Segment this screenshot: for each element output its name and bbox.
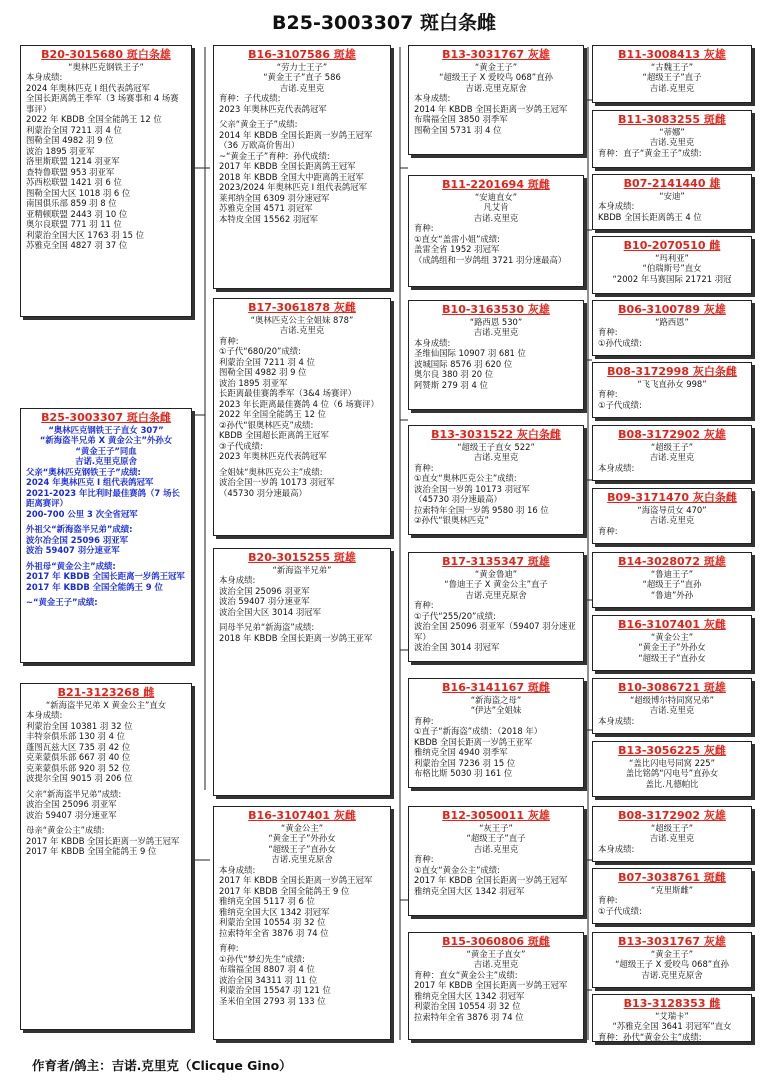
pigeon-card [20, 683, 192, 1030]
result-line: 2014 年 KBDB 全国长距离一岁鸽王冠军 [219, 129, 373, 140]
result-line: ①直女“黄金公主”成绩: [414, 864, 501, 875]
result-line: 圣米伯全国 2793 羽 133 位 [219, 995, 326, 1006]
pigeon-card [592, 741, 752, 797]
pigeon-card [592, 425, 752, 481]
result-line: 莱邦纳全国 6309 羽分速冠军 [219, 192, 330, 203]
result-line: 图勒全国 4982 羽 9 位 [219, 367, 307, 378]
pigeon-name-line: “黄金王子”外孙女 [268, 833, 336, 844]
pigeon-name-line: “鲁迪王子” [650, 568, 694, 579]
result-line: 2023/2024 年奥林匹克 I 组代表鸽冠军 [219, 182, 368, 193]
pigeon-name-line: “古魏王子” [650, 61, 694, 72]
pigeon-ring-number: B12-3050011 灰雄 [442, 809, 550, 822]
pigeon-name-line: “超级王子”直孙 [642, 579, 702, 590]
result-line: 育种: [219, 335, 239, 346]
pigeon-name-line: “克里斯雌” [650, 884, 694, 895]
result-line: 雅纳克全国大区 1342 羽冠军 [219, 906, 330, 917]
result-line: 奥尔良 380 羽 20 位 [414, 369, 494, 380]
result-line: （成鸽组和一岁鸽组 3721 羽分速最高） [414, 254, 567, 265]
pigeon-name-line: “超级王子”直孙女 [638, 652, 706, 663]
result-line: 本身成绩: [414, 93, 451, 104]
pigeon-name-line: “黄金王子”同血 [75, 445, 137, 456]
result-line: 阿赞斯 279 羽 4 位 [414, 379, 488, 390]
result-line: 育种: [598, 895, 618, 906]
pigeon-name-line: “奥林匹克钢铁王子直女 307” [48, 424, 164, 435]
pigeon-name-line: “超级王子” [650, 822, 694, 833]
result-line: 2017 年 KBDB 全国全能鸽王 9 位 [26, 846, 157, 857]
pigeon-name-line: “新海盗之母” [470, 694, 522, 705]
pigeon-name-line: “新海盗半兄弟 X 黄金公主”外孙女 [39, 435, 173, 446]
result-line: 波治全国 34311 羽 11 位 [219, 974, 318, 985]
pigeon-name-line: “安迪” [659, 190, 685, 201]
pigeon-card [592, 236, 752, 294]
result-line: 长距离最佳赛鸽季军（3&4 场赛评） [219, 388, 357, 399]
pigeon-name-line: 吉诺.克里克 [473, 212, 519, 223]
pigeon-card [592, 678, 752, 734]
result-line: 育种: [219, 943, 239, 954]
result-line: 布瑞福全国 8807 羽 4 位 [219, 964, 315, 975]
pigeon-name-line: 吉诺.克里克 [473, 327, 519, 338]
pigeon-name-line: “海盗导员女 470” [637, 504, 707, 515]
result-line: ~“黄金王子”成绩: [26, 597, 98, 608]
result-line: 波治 59407 羽分速亚军 [26, 809, 117, 820]
pigeon-name-line: 吉诺.克里克原舍 [75, 456, 137, 467]
result-line: 外祖父“新海盗半兄弟”成绩: [26, 524, 133, 535]
pigeon-name-line: 吉诺.克里克 [279, 325, 325, 336]
result-line: ①直子“新海盗”成绩：（2018 年） [414, 726, 543, 737]
pigeon-ring-number: B25-3003307 斑白条雌 [41, 411, 171, 424]
result-line: 雅纳克全国 4940 羽季军 [414, 747, 508, 758]
result-line: 利蒙治全国 10381 羽 32 位 [26, 720, 133, 731]
result-line: 本特皮全国 15562 羽冠军 [219, 213, 318, 224]
result-line: 2018 年 KBDB 全国大中距离鸽王冠军 [219, 171, 364, 182]
result-line: 育种: [414, 715, 434, 726]
result-line: 2017 年 KBDB 全国全能鸽王 9 位 [219, 885, 350, 896]
pigeon-name-line: 凡艾肯 [483, 202, 509, 213]
result-line: 克莱蒙俱乐部 920 羽 52 位 [26, 762, 131, 773]
pigeon-card [592, 300, 752, 356]
result-line: 本身成绩: [414, 337, 451, 348]
pigeon-name-line: “黄金公主” [650, 631, 694, 642]
pigeon-name-line: “超级王子 X 爱咬鸟 068”直孙 [439, 72, 553, 83]
result-line: 2022 年全国全能鸽王 12 位 [219, 409, 326, 420]
result-line: 波城国际 8576 羽 620 位 [414, 358, 513, 369]
pigeon-ring-number: B08-3172998 灰白条雌 [607, 365, 737, 378]
pigeon-name-line: 盖比.凡德帕比 [645, 778, 699, 789]
result-line: 丰特奈俱乐部 130 羽 4 位 [26, 731, 125, 742]
pigeon-name-line: 吉诺.克里克 [279, 82, 325, 93]
pigeon-ring-number: B08-3172902 灰雄 [618, 428, 726, 441]
pigeon-name-line: “路西恩” [655, 316, 689, 327]
result-line: 2017 年 KBDB 全国长距离一岁鸽王冠军 [414, 875, 568, 886]
pigeon-name-line: 吉诺.克里克 [649, 833, 695, 844]
result-line: ②孙代“银奥林匹克”成绩: [219, 419, 314, 430]
result-line: 波治 1895 羽亚军 [219, 377, 288, 388]
pigeon-ring-number: B10-3163530 灰雄 [442, 303, 550, 316]
pigeon-ring-number: B07-3038761 斑雌 [618, 871, 726, 884]
result-line: 圣维仙国际 10907 羽 681 位 [414, 348, 526, 359]
pigeon-ring-number: B16-3107401 灰雌 [618, 618, 726, 631]
pigeon-name-line: 吉诺.克里克 [473, 843, 519, 854]
pigeon-card [408, 932, 584, 1040]
result-line: 奥尔良联盟 771 羽 11 位 [26, 219, 122, 230]
result-line: 2017 年 KBDB 全国长距离一岁鸽王冠军 [26, 571, 185, 582]
result-line: 图勒全国大区 1018 羽 6 位 [26, 187, 131, 198]
pigeon-card [592, 615, 752, 671]
result-line: 利蒙治全国 15547 羽 121 位 [219, 985, 331, 996]
result-line: 波治全国一岁鸽 10173 羽冠军 [414, 483, 530, 494]
result-line: 图勒全国 4982 羽 9 位 [26, 135, 114, 146]
result-line: ①孙代“梦幻先生”成绩: [219, 953, 306, 964]
pigeon-ring-number: B13-3031767 灰雄 [442, 48, 550, 61]
result-line: 本身成绩: [26, 72, 63, 83]
result-line: 全国长距离鸽王季军（3 场赛事和 4 场赛事评） [26, 93, 179, 114]
result-line: 育种：子代成绩: [219, 93, 281, 104]
result-line: 利蒙治全国 10554 羽 32 位 [219, 917, 326, 928]
result-line: 查特鲁联盟 953 羽亚军 [26, 166, 115, 177]
pigeon-ring-number: B06-3100789 灰雄 [618, 303, 726, 316]
result-line: ①子代“255/20”成绩: [414, 610, 496, 621]
breeder-footer: 作育者/鸽主：吉诺.克里克（Clicque Gino） [32, 1058, 292, 1073]
result-line: ①直女“盖雷小姐”成绩: [414, 233, 501, 244]
result-line: 亚精顿联盟 2443 羽 10 位 [26, 208, 128, 219]
result-line: 雅纳克全国大区 1342 羽冠军 [414, 885, 525, 896]
pigeon-ring-number: B20-3015680 斑白条雄 [41, 48, 171, 61]
pigeon-name-line: “玛利亚” [655, 252, 689, 263]
pigeon-card [408, 175, 584, 287]
result-line: 父亲“黄金王子”成绩: [219, 119, 298, 130]
pigeon-card [408, 806, 584, 916]
pigeon-ring-number: B16-3107586 斑雄 [248, 48, 356, 61]
result-line: ②孙代“银奥林匹克” [414, 515, 489, 526]
result-line: 本身成绩: [219, 575, 256, 586]
pigeon-name-line: “黄金王子”直子 586 [263, 72, 341, 83]
result-line: 蓬图瓦兹大区 735 羽 42 位 [26, 741, 131, 752]
pigeon-name-line: “超级王子”直子 [642, 72, 702, 83]
result-line: ①子代成绩: [598, 905, 642, 916]
pigeon-ring-number: B13-3031522 灰白条雌 [431, 428, 561, 441]
result-line: 本身成绩: [598, 462, 635, 473]
result-line: 苏雅克全国 4571 羽冠军 [219, 203, 313, 214]
result-line: 苏雅克全国 4827 羽 37 位 [26, 240, 128, 251]
result-line: 波提尔全国 9015 羽 206 位 [26, 773, 133, 784]
pigeon-card [592, 932, 752, 988]
result-line: 波尔冶全国 25096 羽亚军 [26, 534, 128, 545]
pigeon-ring-number: B11-2201694 斑雌 [442, 178, 550, 191]
result-line: ①子代“680/20”成绩: [219, 346, 301, 357]
result-line: 波治全国大区 3014 羽冠军 [219, 606, 322, 617]
pigeon-ring-number: B11-3008413 灰雄 [618, 48, 726, 61]
pigeon-name-line: “鲁迪王子 X 黄金公主”直子 [444, 579, 548, 590]
pigeon-card [408, 300, 584, 410]
result-line: 2023 年长距离最佳赛鸽 4 位（6 场赛评） [219, 398, 379, 409]
pigeon-ring-number: B20-3015255 斑雄 [248, 551, 356, 564]
pigeon-card [20, 45, 192, 317]
result-line: 育种: [598, 389, 618, 400]
pigeon-name-line: “超级王子 X 爱咬鸟 068”直孙 [615, 959, 729, 970]
pigeon-name-line: 盖比铭鸽“闪电号”直孙女 [625, 768, 719, 779]
pigeon-name-line: “2002 年马赛国际 21721 羽冠 [612, 273, 732, 284]
pigeon-card [592, 994, 752, 1042]
pigeon-name-line: “黄金王子” [474, 61, 518, 72]
result-line: 父亲“奥林匹克钢铁王子”成绩: [26, 466, 141, 477]
result-line: 2024 年奥林匹克 I 组代表鸽冠军 [26, 82, 150, 93]
result-line: 2024 年奥林匹克 I 组代表鸽冠军 [26, 477, 154, 488]
pigeon-card [408, 45, 584, 155]
result-line: 波治 1895 羽亚军 [26, 145, 95, 156]
result-line: （45730 羽分速最高） [219, 487, 307, 498]
pigeon-ring-number: B17-3135347 斑雄 [442, 555, 550, 568]
result-line: 母亲“黄金公主”成绩: [26, 825, 105, 836]
pigeon-card [20, 408, 192, 663]
pigeon-name-line: “黄金王子” [650, 948, 694, 959]
result-line: 拉索特年全国一岁鸽 9580 羽 16 位 [414, 504, 549, 515]
result-line: 雅纳克全国 5117 羽 6 位 [219, 896, 315, 907]
result-line: 本身成绩: [598, 843, 635, 854]
result-line: 利蒙治全国大区 1763 羽 15 位 [26, 229, 144, 240]
pigeon-name-line: 吉诺.克里克 [649, 137, 695, 148]
pigeon-name-line: 吉诺.克里克原舍 [641, 969, 703, 980]
result-line: 本身成绩: [26, 710, 63, 721]
result-line: 2021-2023 年比利时最佳赛鸽（7 场长距离赛评） [26, 487, 180, 509]
result-line: 图勒全国 5731 羽 4 位 [414, 124, 502, 135]
result-line: KBDB 全国长距离一岁鸽王亚军 [414, 736, 533, 747]
result-line: 全姐妹“奥林匹克公主”成绩: [219, 466, 323, 477]
pigeon-name-line: “鲁迪”外孙 [650, 589, 694, 600]
pigeon-card [408, 678, 584, 788]
pigeon-card [592, 174, 752, 230]
result-line: KBDB 全国长距离鸽王 4 位 [598, 211, 702, 222]
pigeon-name-line: 吉诺.克里克 [473, 452, 519, 463]
result-line: 克莱蒙俱乐部 667 羽 40 位 [26, 752, 131, 763]
result-line: 波治 59407 羽分速亚军 [219, 596, 310, 607]
result-line: 波治全国 3014 羽冠军 [414, 642, 500, 653]
pigeon-name-line: 吉诺.克里克 [649, 705, 695, 716]
result-line: ③子代成绩: [219, 440, 263, 451]
pigeon-ring-number: B07-2141440 雄 [623, 177, 721, 190]
result-line: 育种：孙代“黄金公主”成绩: [598, 1031, 702, 1042]
pigeon-name-line: “伯瑞斯号”直女 [642, 263, 702, 274]
pigeon-card [213, 548, 391, 796]
pigeon-name-line: “黄金王子”外孙女 [638, 642, 706, 653]
result-line: 2017 年 KBDB 全国长距离一岁鸽王冠军 [219, 875, 373, 886]
pigeon-name-line: “路西恩 530” [469, 316, 523, 327]
result-line: 育种: [598, 525, 618, 536]
pigeon-ring-number: B09-3171470 灰白条雌 [607, 491, 737, 504]
result-line: 育种: [414, 854, 434, 865]
pigeon-name-line: “超级博尔特同窝兄弟” [629, 694, 715, 705]
pigeon-name-line: “超级王子直女 522” [457, 441, 535, 452]
pigeon-card [592, 806, 752, 862]
pigeon-name-line: “奥林匹克钢铁王子” [68, 61, 144, 72]
result-line: 利蒙治全国 7211 羽 4 位 [219, 356, 315, 367]
pigeon-name-line: “盖比闪电号同窝 225” [629, 757, 715, 768]
pigeon-ring-number: B16-3107401 灰雌 [248, 809, 356, 822]
pigeon-name-line: “蒂娜” [659, 126, 685, 137]
result-line: 2023 年奥林匹克代表鸽冠军 [219, 103, 327, 114]
result-line: 2022 年 KBDB 全国全能鸽王 12 位 [26, 114, 162, 125]
pigeon-card [408, 425, 584, 535]
pigeon-card [592, 45, 752, 103]
pigeon-name-line: “艾瑞卡” [655, 1010, 689, 1021]
result-line: 2017 年 KBDB 全国长距离一岁鸽王冠军 [414, 980, 568, 991]
result-line: 南国俱乐部 859 羽 8 位 [26, 198, 117, 209]
pigeon-card [592, 552, 752, 608]
result-line: 200-700 公里 3 次全省冠军 [26, 508, 138, 519]
pigeon-name-line: “灰王子” [479, 822, 513, 833]
result-line: 本身成绩: [219, 864, 256, 875]
pigeon-name-line: 吉诺.克里克原舍 [465, 82, 527, 93]
pigeon-name-line: “超级王子”直孙女 [268, 843, 336, 854]
result-line: 2014 年 KBDB 全国长距离一岁鸽王冠军 [414, 103, 568, 114]
pigeon-name-line: 吉诺.克里克 [649, 82, 695, 93]
pigeon-card [592, 362, 752, 418]
result-line: 育种: [414, 223, 434, 234]
pigeon-card [213, 45, 391, 289]
pigeon-ring-number: B11-3083255 斑雌 [618, 113, 726, 126]
pigeon-name-line: “苏雅克全国 3641 羽冠军”直女 [612, 1021, 732, 1032]
pigeon-ring-number: B13-3056225 灰雌 [618, 744, 726, 757]
pigeon-ring-number: B10-3086721 斑雄 [618, 681, 726, 694]
result-line: 育种: [414, 462, 434, 473]
result-line: 苏西松联盟 1421 羽 6 位 [26, 177, 122, 188]
pigeon-name-line: “超级王子”直子 [466, 833, 526, 844]
result-line: 利蒙治全国 7211 羽 4 位 [26, 124, 122, 135]
result-line: ①子代成绩: [598, 399, 642, 410]
pigeon-card [408, 552, 584, 662]
result-line: 2017 年 KBDB 全国长距离一岁鸽王冠军 [26, 835, 180, 846]
result-line: 本身成绩: [598, 715, 635, 726]
pigeon-card [213, 298, 391, 536]
result-line: 利蒙治全国 7236 羽 15 位 [414, 757, 516, 768]
pigeon-card [592, 868, 752, 924]
pigeon-ring-number: B16-3141167 斑雌 [442, 681, 550, 694]
pigeon-name-line: “黄金公主” [280, 822, 324, 833]
result-line: 外祖母“黄金公主”成绩: [26, 560, 116, 571]
pigeon-name-line: “劳力士王子” [276, 61, 328, 72]
pigeon-name-line: “飞飞直孙女 998” [637, 378, 707, 389]
pigeon-ring-number: B10-2070510 雌 [623, 239, 721, 252]
pigeon-name-line: “新海盗半兄弟 X 黄金公主”直女 [45, 699, 167, 710]
pigeon-name-line: “奥林匹克公主全姐妹 878” [250, 314, 354, 325]
pigeon-card [213, 806, 391, 1040]
result-line: 盖雷全省 1952 羽冠军 [414, 244, 500, 255]
result-line: 利蒙治全国 10554 羽 32 位 [414, 1001, 521, 1012]
result-line: ①直女“奥林匹克公主”成绩: [414, 473, 517, 484]
pigeon-name-line: 吉诺.克里克原舍 [465, 589, 527, 600]
result-line: 拉索特年全省 3876 羽 74 位 [414, 1011, 524, 1022]
result-line: 育种：直子“黄金王子”成绩: [598, 147, 702, 158]
pigeon-ring-number: B08-3172902 灰雄 [618, 809, 726, 822]
pigeon-name-line: “安迪直女” [474, 191, 518, 202]
pigeon-name-line: “黄金王子直女” [466, 948, 526, 959]
result-line: 拉索特年全省 3876 羽 74 位 [219, 927, 329, 938]
result-line: 2023 年奥林匹克代表鸽冠军 [219, 451, 327, 462]
result-line: ①孙代成绩: [598, 337, 642, 348]
pigeon-ring-number: B13-3031767 灰雄 [618, 935, 726, 948]
result-line: 2017 年 KBDB 全国长距离鸽王冠军 [219, 161, 356, 172]
result-line: ~“黄金王子”育种：孙代成绩: [219, 150, 330, 161]
pigeon-name-line: “新海盗半兄弟” [272, 564, 332, 575]
result-line: 布瑞福全国 3850 羽季军 [414, 114, 508, 125]
pigeon-ring-number: B14-3028072 斑雄 [618, 555, 726, 568]
result-line: 育种: [414, 600, 434, 611]
pigeon-name-line: 吉诺.克里克 [649, 515, 695, 526]
result-line: 波治全国 25096 羽亚军 [219, 585, 310, 596]
result-line: 波治全国 25096 羽亚军（59407 羽分速亚军） [414, 621, 576, 642]
pigeon-name-line: 吉诺.克里克原舍 [271, 854, 333, 865]
result-line: 2017 年 KBDB 全国全能鸽王 9 位 [26, 581, 163, 592]
result-line: 父亲“新海盗半兄弟”成绩: [26, 788, 122, 799]
result-line: 波治全国一岁鸽 10173 羽冠军 [219, 477, 335, 488]
pigeon-card [592, 488, 752, 544]
result-line: 育种：直女“黄金公主”成绩: [414, 969, 518, 980]
pigeon-name-line: “黄金鲁迪” [474, 568, 518, 579]
pigeon-ring-number: B15-3060806 斑雌 [442, 935, 550, 948]
result-line: （36 万欧高价售出） [219, 140, 300, 151]
pigeon-name-line: “伊达”全姐妹 [470, 705, 522, 716]
result-line: 雅纳克全国大区 1342 羽冠军 [414, 990, 525, 1001]
pigeon-name-line: “超级王子” [650, 441, 694, 452]
result-line: 本身成绩: [598, 201, 635, 212]
pigeon-name-line: 吉诺.克里克 [473, 959, 519, 970]
pigeon-name-line: 吉诺.克里克 [649, 452, 695, 463]
pigeon-ring-number: B17-3061878 灰雌 [248, 301, 356, 314]
page-title: B25-3003307 斑白条雌 [272, 12, 496, 34]
result-line: 2018 年 KBDB 全国长距离一岁鸽王亚军 [219, 632, 373, 643]
result-line: 洛里斯联盟 1214 羽亚军 [26, 156, 120, 167]
pigeon-ring-number: B21-3123268 雌 [57, 686, 155, 699]
pigeon-card [592, 110, 752, 168]
result-line: 同母半兄弟“新海盗”成绩: [219, 622, 315, 633]
result-line: KBDB 全国超长距离鸽王冠军 [219, 430, 329, 441]
result-line: 波治 59407 羽分速亚军 [26, 545, 120, 556]
pigeon-ring-number: B13-3128353 雌 [623, 997, 721, 1010]
result-line: 布格比斯 5030 羽 161 位 [414, 768, 513, 779]
result-line: 波治全国 25096 羽亚军 [26, 799, 117, 810]
result-line: 育种: [598, 327, 618, 338]
result-line: （45730 羽分速最高） [414, 494, 502, 505]
